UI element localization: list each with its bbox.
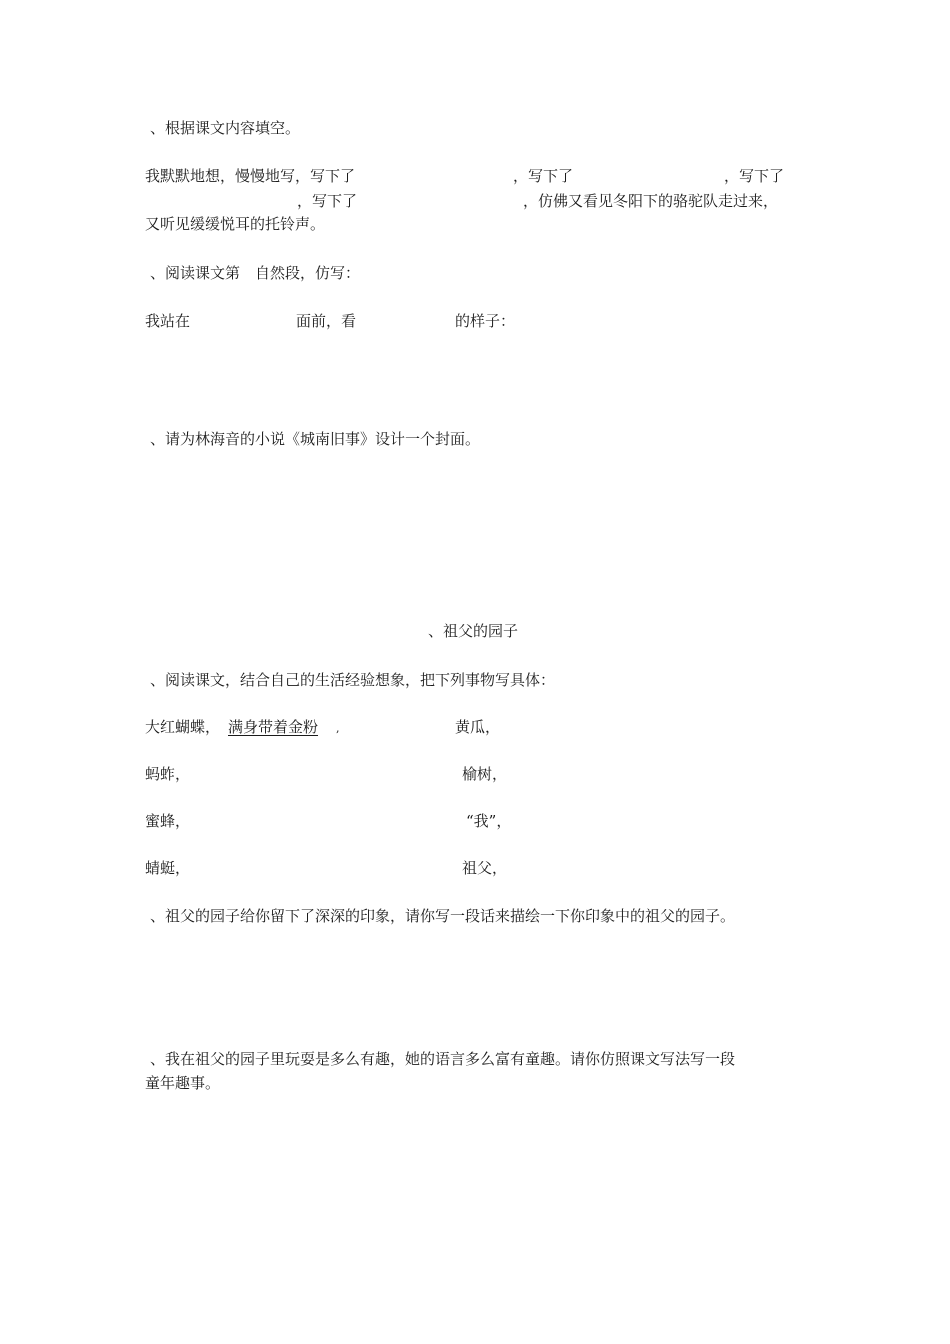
item-cucumber: 黄瓜， bbox=[455, 718, 501, 736]
imitate-line-part-c: 的样子： bbox=[455, 312, 516, 330]
item-elm-tree: 榆树， bbox=[462, 765, 508, 783]
question-design-cover: 、请为林海音的小说《城南旧事》设计一个封面。 bbox=[150, 430, 481, 448]
imitate-line-part-b: 面前，看 bbox=[296, 312, 357, 330]
item-dragonfly: 蜻蜓， bbox=[145, 859, 191, 877]
item-grasshopper: 蚂蚱， bbox=[145, 765, 191, 783]
question-childhood-story-line1: 、我在祖父的园子里玩耍是多么有趣，她的语言多么富有童趣。请你仿照课文写法写一段 bbox=[150, 1050, 736, 1068]
question-describe-garden: 、祖父的园子给你留下了深深的印象，请你写一段话来描绘一下你印象中的祖父的园子。 bbox=[150, 907, 736, 925]
fill-line-2-part-a: ，写下了 bbox=[297, 192, 358, 210]
item-bee: 蜜蜂， bbox=[145, 812, 191, 830]
fill-line-1-part-b: ，写下了 bbox=[513, 167, 574, 185]
fill-line-3: 又听见缓缓悦耳的托铃声。 bbox=[145, 215, 326, 233]
item-butterfly: 大红蝴蝶， bbox=[145, 718, 221, 736]
imitate-line-part-a: 我站在 bbox=[145, 312, 191, 330]
item-grandfather: 祖父， bbox=[462, 859, 508, 877]
example-answer-mark: , bbox=[336, 722, 340, 735]
question-describe-things: 、阅读课文，结合自己的生活经验想象，把下列事物写具体： bbox=[150, 671, 556, 689]
fill-line-1-part-c: ，写下了 bbox=[724, 167, 785, 185]
question-childhood-story-line2: 童年趣事。 bbox=[145, 1074, 221, 1092]
question-imitate-writing: 、阅读课文第 自然段，仿写： bbox=[150, 264, 361, 282]
example-answer: 满身带着金粉 bbox=[228, 718, 319, 736]
fill-line-2-part-b: ，仿佛又看见冬阳下的骆驼队走过来， bbox=[523, 192, 779, 210]
item-me: “我”， bbox=[466, 812, 512, 830]
question-fill-blank: 、根据课文内容填空。 bbox=[150, 119, 301, 137]
fill-line-1-part-a: 我默默地想，慢慢地写，写下了 bbox=[145, 167, 356, 185]
section-title: 、祖父的园子 bbox=[428, 622, 519, 640]
